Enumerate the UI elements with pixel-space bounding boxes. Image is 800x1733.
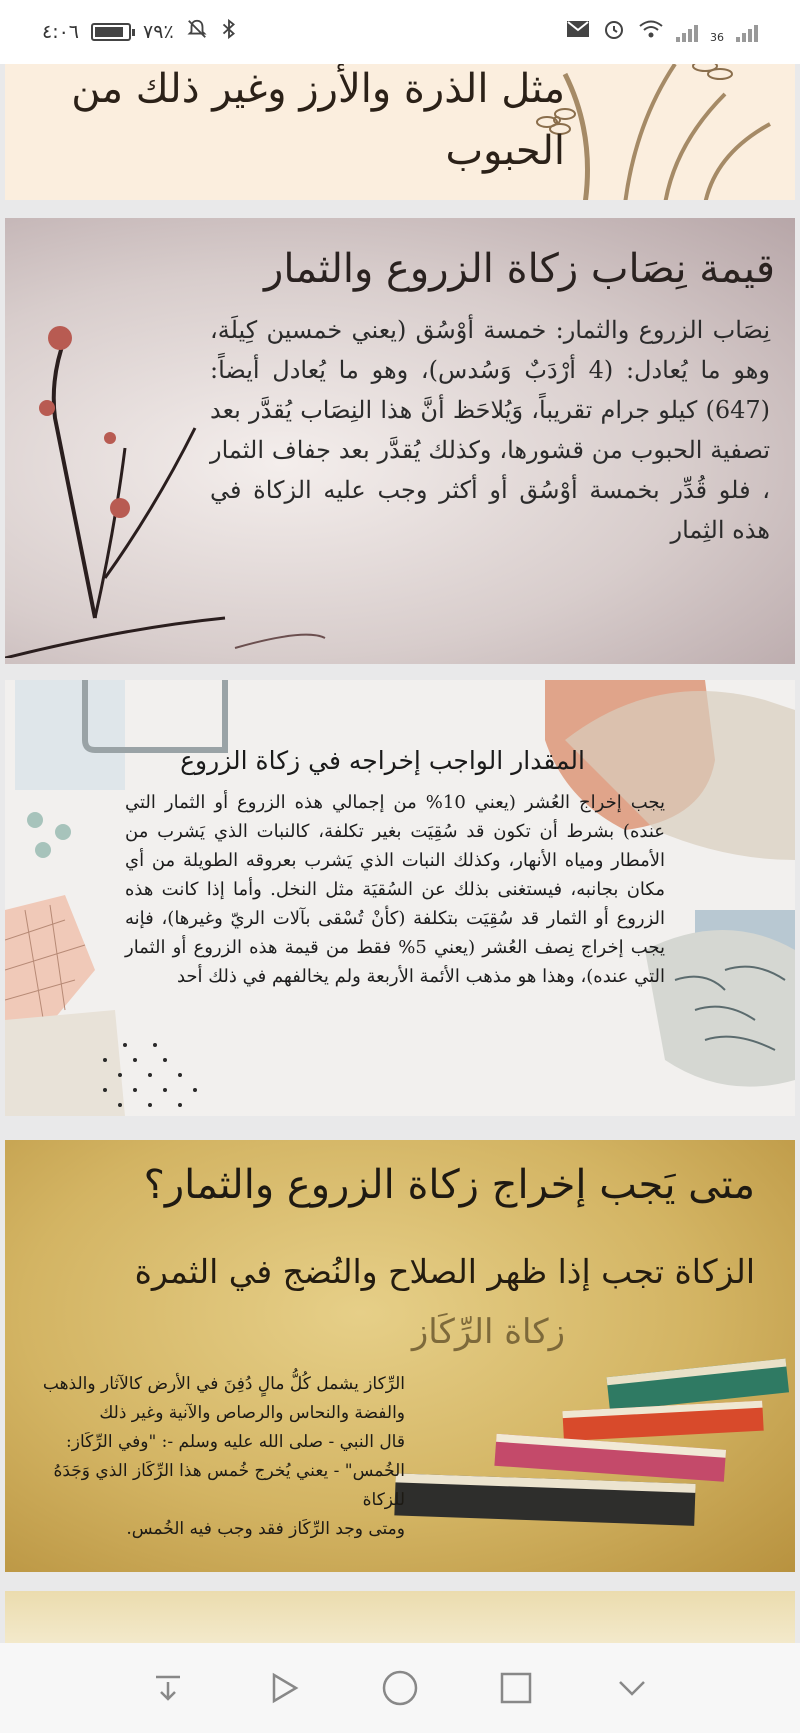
wifi-icon (638, 18, 664, 46)
dismiss-down-icon[interactable] (143, 1663, 193, 1713)
card3-body: يجب إخراج العُشر (يعني 10% من إجمالي هذه الزروع أو الثمار التي عنده) بشرط أن تكون قد سُقِيَت بغير تكلفة، كالنبات الذي يَشرب من الأمطار ومياه الأنهار، وكذلك النبات الذي يَشرب بعروقه الطويلة من أي مكان بجانبه، فيستغنى بذلك عن السُقيَة مثل النخل. وأما إذا كانت هذه الزروع أو الثمار قد سُقِيَت بتكلفة (كأنْ تُسْقى بآلات الريّ وغيرها)، فإنه يجب إخراج نِصف العُشر (يعني 5% فقط من قيمة هذه الزروع أو الثمار التي عنده)، وهذا هو مذهب الأئمة الأربعة ولم يخالفهم في ذلك أحد (125, 792, 666, 987)
card3-title: المقدار الواجب إخراجه في زكاة الزروع (180, 746, 585, 775)
hadith-quote: قال النبي - صلى الله عليه وسلم -: "وفي الرِّكَاز: الخُمس" - يعني يُخرج خُمس هذا الرِّكَاز الذي وَجَدَهُ للزكاة (53, 1432, 405, 1510)
card-next-partial (5, 1591, 795, 1643)
bluetooth-icon (220, 18, 238, 46)
rikaz-rule: ومتى وجد الرِّكَاز فقد وجب فيه الخُمس. (126, 1519, 405, 1539)
status-left (42, 18, 238, 46)
card4-subtitle: الزكاة تجب إذا ظهر الصلاح والنُضج في الثمرة (134, 1252, 755, 1291)
clock: ٤:٠٦ (42, 21, 80, 43)
card4-body (15, 1370, 405, 1544)
signal-icon-2 (736, 22, 758, 42)
card-required-amount (5, 680, 795, 1116)
card-nisab (5, 218, 795, 664)
scroll-content[interactable] (0, 64, 800, 1643)
mute-icon (186, 18, 208, 46)
back-triangle-icon[interactable] (259, 1663, 309, 1713)
navigation-bar (0, 1643, 800, 1733)
status-bar (0, 0, 800, 64)
collapse-chevron-icon[interactable] (607, 1663, 657, 1713)
home-circle-icon[interactable] (375, 1663, 425, 1713)
status-right (566, 17, 758, 47)
alarm-icon (602, 17, 626, 47)
card1-text: مثل الذرة والأرز وغير ذلك من الحبوب (71, 66, 565, 174)
recents-square-icon[interactable] (491, 1663, 541, 1713)
rikaz-definition: الرِّكاز يشمل كُلُّ مالٍ دُفِنَ في الأرض كالآثار والذهب والفضة والنحاس والرصاص والآنية وغير ذلك (42, 1374, 405, 1423)
card4-rikaz-heading: زكاة الرِّكَاز (411, 1312, 565, 1352)
signal-icon (676, 22, 698, 42)
battery-percent: ٧٩٪ (143, 21, 174, 43)
card2-title: قيمة نِصَاب زكاة الزروع والثمار (264, 246, 775, 292)
mail-icon (566, 19, 590, 45)
books-decoration-icon (385, 1340, 795, 1572)
card4-title: متى يَجب إخراج زكاة الزروع والثمار؟ (143, 1162, 755, 1208)
card-when-due (5, 1140, 795, 1572)
network-type-label: 36 (710, 31, 724, 44)
card-grains (5, 64, 795, 200)
card2-body: نِصَاب الزروع والثمار: خمسة أوْسُق (يعني خمسين كِيلَة، وهو ما يُعادل: (4 أرْدَبٌ وَسُدس)، وهو ما يُعادل أيضاً: (647) كيلو جرام تقريباً، وَيُلاحَظ أنَّ هذا النِصَاب يُقدَّر بعد تصفية الحبوب من قشورها، وكذلك يُقدَّر بعد جفاف الثمار ، فلو قُدِّر بخمسة أوْسُق أو أكثر وجب عليه الزكاة في هذه الثِمار (210, 316, 770, 544)
battery-icon (91, 23, 131, 41)
